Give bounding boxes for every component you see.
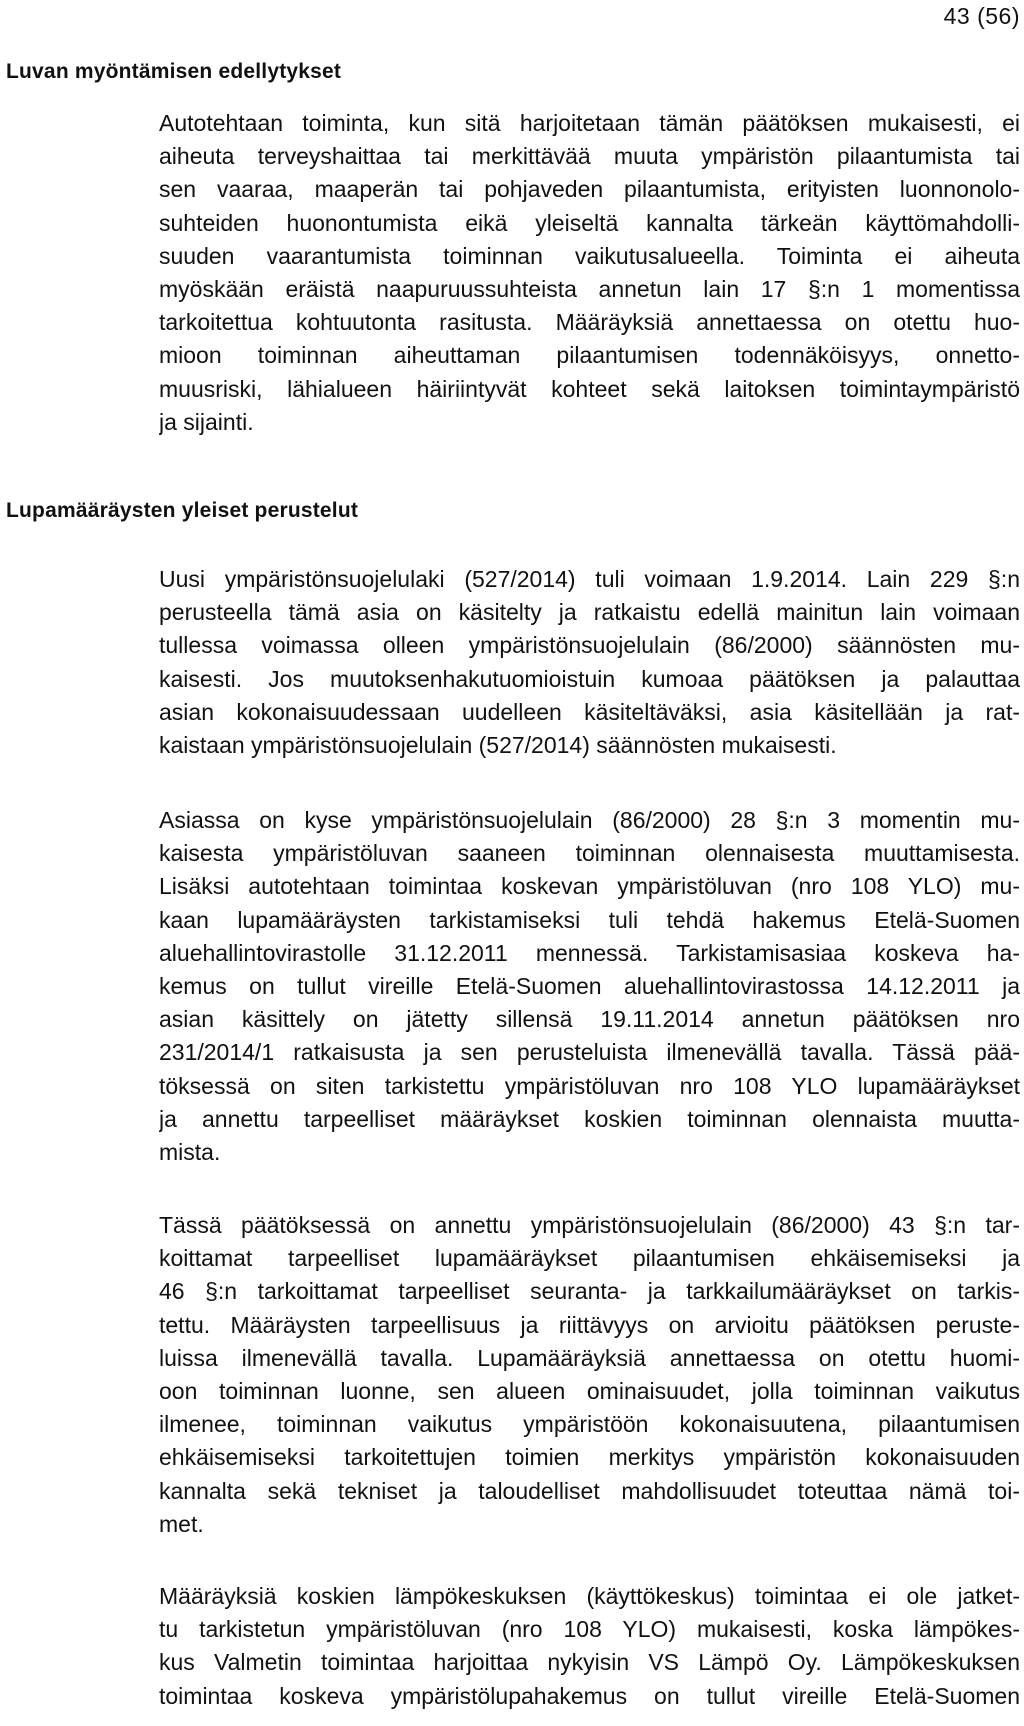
text-line: Määräyksiä koskien lämpökeskuksen (käyttökeskus) toimintaa ei ole jatket- [159,1583,1020,1609]
text-line: aluehallintovirastolle 31.12.2011 mennessä. Tarkistamisasiaa koskeva ha- [159,939,1020,966]
text-line: tu tarkistetun ympäristöluvan (nro 108 YLO) mukaisesti, koska lämpökes- [159,1616,1020,1643]
text-line: mista. [159,1139,221,1166]
text-line: ehkäisemiseksi tarkoitettujen toimien merkitys ympäristön kokonaisuuden [159,1444,1020,1471]
text-line: kaisesti. Jos muutoksenhakutuomioistuin kumoaa päätöksen ja palauttaa [159,665,1020,692]
text-line: sen vaaraa, maaperän tai pohjaveden pilaantumista, erityisten luonnonolo- [159,176,1020,203]
text-line: tarkoitettua kohtuutonta rasitusta. Määräyksiä annettaessa on otettu huo- [159,309,1020,336]
text-line: toimintaa koskeva ympäristölupahakemus on tullut vireille Etelä-Suomen [159,1682,1020,1709]
paragraph [159,563,1020,762]
paragraph [159,1209,1020,1541]
text-line: myöskään eräistä naapuruussuhteista annetun lain 17 §:n 1 momentissa [159,276,1020,303]
text-line: asian käsittely on jätetty sillensä 19.11.2014 annetun päätöksen nro [159,1006,1020,1033]
text-line: kaisesta ympäristöluvan saaneen toiminnan olennaisesta muuttamisesta. [159,840,1020,867]
text-line: ja sijainti. [159,408,254,435]
page-number: 43 (56) [943,3,1020,29]
text-line: töksessä on siten tarkistettu ympäristöluvan nro 108 YLO lupamääräykset [159,1072,1020,1099]
text-line: 46 §:n tarkoittamat tarpeelliset seuranta- ja tarkkailumääräykset on tarkis- [159,1278,1020,1305]
text-line: suuden vaarantumista toiminnan vaikutusalueella. Toiminta ei aiheuta [159,242,1020,269]
paragraph [159,107,1020,439]
text-line: aiheuta terveyshaittaa tai merkittävää muuta ympäristön pilaantumista tai [159,143,1020,170]
text-line: kaistaan ympäristönsuojelulain (527/2014) säännösten mukaisesti. [159,732,837,759]
text-line: ja annettu tarpeelliset määräykset koskien toiminnan olennaista muutta- [159,1105,1020,1132]
text-line: kus Valmetin toimintaa harjoittaa nykyisin VS Lämpö Oy. Lämpökeskuksen [159,1649,1020,1676]
section-heading-lupamaaraysten-yleiset-perustelut: Lupamääräysten yleiset perustelut [6,499,359,522]
text-line: kaan lupamääräysten tarkistamiseksi tuli tehdä hakemus Etelä-Suomen [159,906,1020,933]
text-line: tullessa voimassa olleen ympäristönsuojelulain (86/2000) säännösten mu- [159,632,1020,659]
text-line: Asiassa on kyse ympäristönsuojelulain (86/2000) 28 §:n 3 momentin mu- [159,807,1020,833]
text-line: tettu. Määräysten tarpeellisuus ja riittävyys on arvioitu päätöksen peruste- [159,1311,1020,1338]
text-line: ilmenee, toiminnan vaikutus ympäristöön kokonaisuutena, pilaantumisen [159,1411,1020,1438]
text-line: mioon toiminnan aiheuttaman pilaantumisen todennäköisyys, onnetto- [159,342,1020,369]
text-line: muusriski, lähialueen häiriintyvät kohteet sekä laitoksen toimintaympäristö [159,375,1020,402]
paragraph [159,804,1020,1169]
text-line: 231/2014/1 ratkaisusta ja sen perusteluista ilmenevällä tavalla. Tässä pää- [159,1039,1020,1066]
text-line: Autotehtaan toiminta, kun sitä harjoitetaan tämän päätöksen mukaisesti, ei [159,110,1020,136]
text-line: asian kokonaisuudessaan uudelleen käsiteltäväksi, asia käsitellään ja rat- [159,698,1020,725]
text-line: luissa ilmenevällä tavalla. Lupamääräyksiä annettaessa on otettu huomi- [159,1344,1020,1371]
text-line: kemus on tullut vireille Etelä-Suomen aluehallintovirastossa 14.12.2011 ja [159,973,1020,1000]
text-line: oon toiminnan luonne, sen alueen ominaisuudet, jolla toiminnan vaikutus [159,1378,1020,1405]
text-line: met. [159,1510,204,1537]
text-line: kannalta sekä tekniset ja taloudelliset mahdollisuudet toteuttaa nämä toi- [159,1477,1020,1504]
text-line: Tässä päätöksessä on annettu ympäristönsuojelulain (86/2000) 43 §:n tar- [159,1212,1020,1238]
text-line: koittamat tarpeelliset lupamääräykset pilaantumisen ehkäisemiseksi ja [159,1245,1020,1272]
text-line: suhteiden huonontumista eikä yleiseltä kannalta tärkeän käyttömahdolli- [159,209,1020,236]
text-line: Uusi ympäristönsuojelulaki (527/2014) tuli voimaan 1.9.2014. Lain 229 §:n [159,566,1020,592]
text-line: perusteella tämä asia on käsitelty ja ratkaistu edellä mainitun lain voimaan [159,599,1020,626]
section-heading-luvan-myontamisen-edellytykset: Luvan myöntämisen edellytykset [6,60,342,83]
paragraph [159,1580,1020,1713]
text-line: Lisäksi autotehtaan toimintaa koskevan ympäristöluvan (nro 108 YLO) mu- [159,873,1020,900]
